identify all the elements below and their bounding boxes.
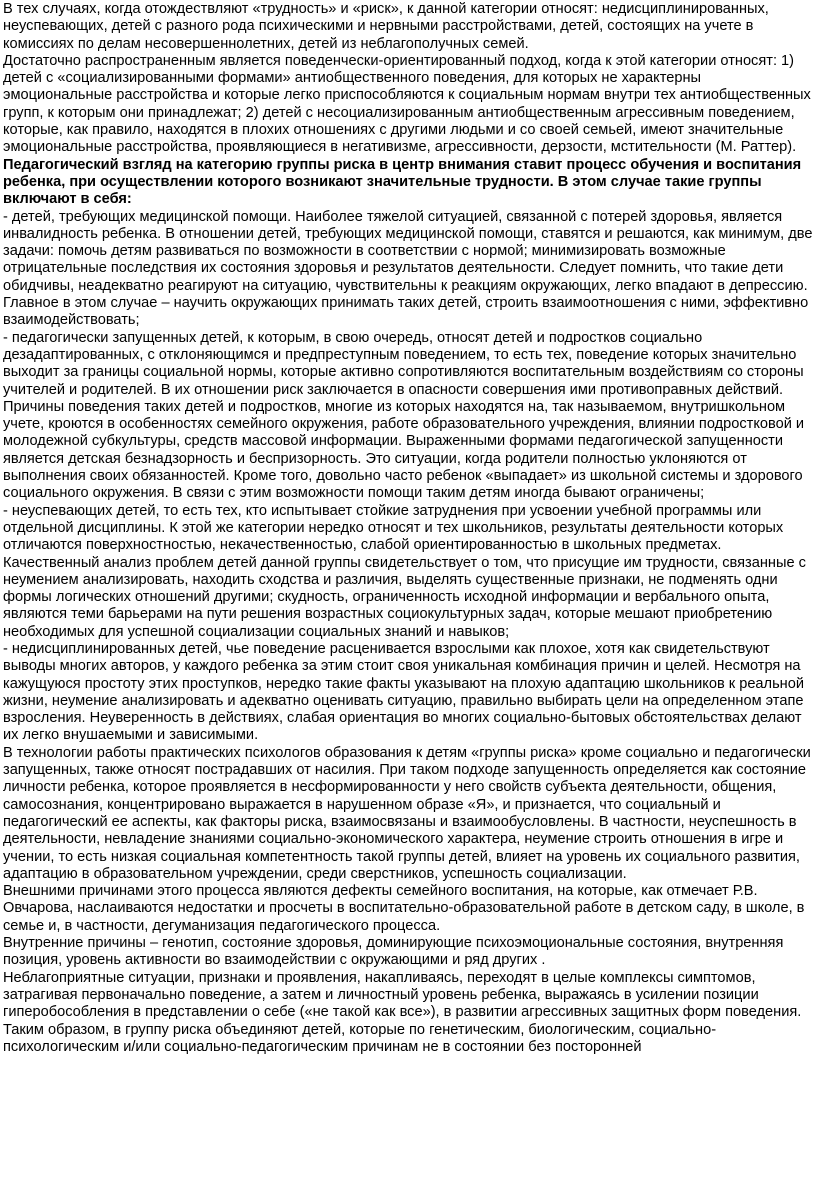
paragraph-internal-causes: Внутренние причины – генотип, состояние здоровья, доминирующие психоэмоциональные состояния, внутренняя позиция, уровень активности во взаимодействии с окружающими и ряд других . — [3, 935, 784, 969]
list-item-underachieving: - неуспевающих детей, то есть тех, кто испытывает стойкие затруднения при усвоении учебной программы или отдельной дисциплины. К этой же категории нередко относят и тех школьников, результаты деятельности которых отличаются поверхностностью, некачественностью, слабой ориентированностью в школьных предметах. Качественный анализ проблем детей данной группы свидетельствует о том, что присущие им трудности, связанные с неумением анализировать, находить сходства и различия, выделять существенные признаки, не подменять одни формы логических отношений другими; скудность, ограниченность исходной информации и вербального опыта, являются теми барьерами на пути решения возрастных социокультурных задач, которые мешают приобретению необходимых для успешной социализации социальных знаний и навыков; — [3, 502, 806, 640]
paragraph-behavioral-approach: Достаточно распространенным является поведенчески-ориентированный подход, когда к этой категории относят: 1) детей с «социализированными формами» антиобщественного поведения, для которых не характерны эмоциональные расстройства и которые легко приспособляются к социальным нормам внутри тех антиобщественных групп, к которым они принадлежат; 2) детей с несоциализированным антиобщественным агрессивным поведением, которые, как правило, находятся в плохих отношениях с другими людьми и со своей семьей, имеют значительные эмоциональные расстройства, проявляющиеся в негативизме, агрессивности, дерзости, мстительности (М. Раттер). — [3, 52, 811, 156]
list-item-pedagogically-neglected: - педагогически запущенных детей, к которым, в свою очередь, относят детей и подростков социально дезадаптированных, с отклоняющимся и предпреступным поведением, то есть тех, поведение которых значительно выходит за границы социальной нормы, которые активно сопротивляются воспитательным воздействиям со стороны учителей и родителей. В их отношении риск заключается в опасности совершения ими противоправных действий. Причины поведения таких детей и подростков, многие из которых находятся на, так называемом, внутришкольном учете, кроются в особенностях семейного окружения, работе образовательного учреждения, влиянии подростковой и молодежной субкультуры, средств массовой информации. Выраженными формами педагогической запущенности является детская безнадзорность и беспризорность. Это ситуации, когда родители полностью уклоняются от выполнения своих обязанностей. Кроме того, довольно часто ребенок «выпадает» из школьной системы и здорового социального окружения. В связи с этим возможности помощи таким детям иногда бывают ограничены; — [3, 329, 805, 502]
paragraph-pedagogical-view-heading: Педагогический взгляд на категорию группы риска в центр внимания ставит процесс обучения и воспитания ребенка, при осуществлении которого возникают значительные трудности. В этом случае такие группы включают в себя: — [3, 156, 802, 208]
paragraph-external-causes: Внешними причинами этого процесса являются дефекты семейного воспитания, на которые, как отмечает Р.В. Овчарова, наслаиваются недостатки и просчеты в воспитательно-образовательной работе в детском саду, в школе, в семье и, в частности, дегуманизация педагогического процесса. — [3, 883, 805, 934]
paragraph-difficulty-definition: В тех случаях, когда отождествляют «трудность» и «риск», к данной категории относят: недисциплинированных, неуспевающих, детей с разного рода психическими и нервными расстройствами, детей, состоящих на учете в комиссиях по делам несовершеннолетних, детей из неблагополучных семей. — [3, 1, 769, 52]
paragraph-adverse-situations: Неблагоприятные ситуации, признаки и проявления, накапливаясь, переходят в целые комплексы симптомов, затрагивая первоначально поведение, а затем и личностный уровень ребенка, выражаясь в усилении позиции гиперобособления в представлении о себе («не такой как все»), в развитии агрессивных защитных форм поведения. — [3, 969, 802, 1021]
list-item-medical-help: - детей, требующих медицинской помощи. Наиболее тяжелой ситуацией, связанной с потерей здоровья, является инвалидность ребенка. В отношении детей, требующих медицинской помощи, ставятся и решаются, как минимум, две задачи: помочь детям развиваться по возможности в соответствии с нормой; минимизировать возможные отрицательные последствия их состояния здоровья и результатов деятельности. Следует помнить, что такие дети обидчивы, неадекватно реагируют на ситуацию, чувствительны к реакциям окружающих, легко впадают в депрессию. Главное в этом случае – научить окружающих принимать таких детей, строить взаимоотношения с ними, эффективно взаимодействовать; — [3, 208, 813, 329]
paragraph-conclusion: Таким образом, в группу риска объединяют детей, которые по генетическим, биологическим, социально-психологическим и/или социально-педагогическим причинам не в состоянии без посторонней — [3, 1021, 717, 1055]
list-item-undisciplined: - недисциплинированных детей, чье поведение расценивается взрослыми как плохое, хотя как свидетельствуют выводы многих авторов, у каждого ребенка за этим стоит своя уникальная комбинация причин и целей. Несмотря на кажущуюся простоту этих проступков, нередко такие факты указывают на плохую адаптацию школьников к реальной жизни, неумение анализировать и адекватно оценивать ситуацию, правильно выбирать цели на определенном этапе взросления. Неуверенность в действиях, слабая ориентация во многих социально-бытовых обстоятельствах делают их легко внушаемыми и зависимыми. — [3, 640, 804, 744]
paragraph-psychologists-technology: В технологии работы практических психологов образования к детям «группы риска» кроме социально и педагогически запущенных, также относят пострадавших от насилия. При таком подходе запущенность определяется как состояние личности ребенка, которое проявляется в несформированности у него свойств субъекта деятельности, общения, самосознания, концентрировано выражается в нарушенном образе «Я», и признается, что социальный и педагогический ее аспекты, как факторы риска, взаимосвязаны и взаимообусловлены. В частности, неуспешность в деятельности, невладение знаниями социально-экономического характера, неумение строить отношения в игре и учении, то есть низкая социальная компетентность такой группы детей, влияет на уровень их социального развития, адаптацию в образовательном учреждении, среди сверстников, успешность социализации. — [3, 744, 811, 882]
